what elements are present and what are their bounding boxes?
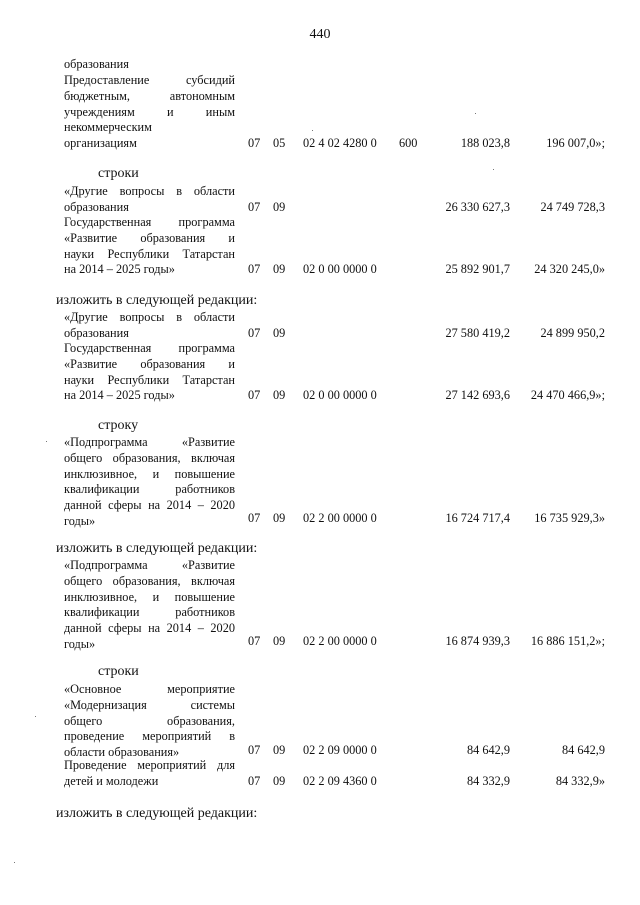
row-name-line: некоммерческим xyxy=(64,120,152,135)
row-name-line: учреждениям и иным xyxy=(64,104,235,119)
scan-speck xyxy=(46,441,47,442)
section-lead: строки xyxy=(98,664,139,679)
section-lead: строку xyxy=(98,418,139,433)
section-lead: изложить в следующей редакции: xyxy=(56,806,258,821)
csr-cell: 02 0 00 0000 0 xyxy=(303,262,377,276)
row-name-line: «Развитие образования и xyxy=(64,230,235,245)
pr-cell: 09 xyxy=(273,743,286,757)
sum-2025-cell: 84 332,9» xyxy=(555,774,605,788)
scan-speck xyxy=(312,130,313,131)
row-name-line: детей и молодежи xyxy=(64,773,159,788)
rz-cell: 07 xyxy=(248,262,261,276)
row-name xyxy=(64,758,235,790)
rz-cell: 07 xyxy=(248,326,261,340)
vr-cell: 600 xyxy=(399,136,418,150)
pr-cell: 09 xyxy=(273,326,286,340)
csr-cell: 02 2 00 0000 0 xyxy=(303,511,377,525)
row-name-line: квалификации работников xyxy=(64,605,235,620)
row-name-line: образования xyxy=(64,325,129,340)
sum-2025-cell: 196 007,0»; xyxy=(546,136,605,150)
row-name-line: годы» xyxy=(64,636,96,651)
row-name-line: образования xyxy=(64,57,129,71)
row-name-line: «Подпрограмма «Развитие xyxy=(64,558,235,572)
csr-cell: 02 2 00 0000 0 xyxy=(303,634,377,648)
row-name xyxy=(64,435,235,530)
row-name-line: квалификации работников xyxy=(64,482,235,497)
sum-2024-cell: 26 330 627,3 xyxy=(445,200,510,214)
section-lead: изложить в следующей редакции: xyxy=(56,293,258,308)
sum-2025-cell: 16 735 929,3» xyxy=(534,511,605,525)
rz-cell: 07 xyxy=(248,774,261,788)
csr-cell: 02 0 00 0000 0 xyxy=(303,388,377,402)
row-name-line: науки Республики Татарстан xyxy=(64,372,235,387)
row-name-line: Предоставление субсидий xyxy=(64,73,235,87)
csr-cell: 02 4 02 4280 0 xyxy=(303,136,377,150)
row-name xyxy=(64,215,235,278)
row-name-line: «Другие вопросы в области xyxy=(64,184,235,198)
row-name-line: общего образования, включая xyxy=(64,573,235,588)
row-name xyxy=(64,73,235,152)
sum-2024-cell: 16 724 717,4 xyxy=(445,511,510,525)
sum-2025-cell: 24 899 950,2 xyxy=(540,326,605,340)
sum-2024-cell: 84 642,9 xyxy=(466,743,510,757)
row-name xyxy=(64,341,235,404)
row-name-line: организациям xyxy=(64,136,137,151)
row-name xyxy=(64,184,235,216)
rz-cell: 07 xyxy=(248,634,261,648)
row-name-line: «Другие вопросы в области xyxy=(64,310,235,324)
row-name-line: общего образования, включая xyxy=(64,450,235,465)
sum-2025-cell: 16 886 151,2»; xyxy=(530,634,605,648)
sum-2024-cell: 27 142 693,6 xyxy=(445,388,510,402)
scan-speck xyxy=(14,862,15,863)
pr-cell: 09 xyxy=(273,262,286,276)
row-name-line: бюджетным, автономным xyxy=(64,88,235,103)
sum-2025-cell: 24 320 245,0» xyxy=(534,262,605,276)
row-name-line: «Развитие образования и xyxy=(64,356,235,371)
section-lead: изложить в следующей редакции: xyxy=(56,541,258,556)
csr-cell: 02 2 09 4360 0 xyxy=(303,774,377,788)
pr-cell: 05 xyxy=(273,136,286,150)
sum-2024-cell: 84 332,9 xyxy=(466,774,510,788)
sum-2025-cell: 24 749 728,3 xyxy=(540,200,605,214)
row-name-line: проведение мероприятий в xyxy=(64,729,235,744)
rz-cell: 07 xyxy=(248,136,261,150)
sum-2025-cell: 24 470 466,9»; xyxy=(530,388,605,402)
row-name xyxy=(64,57,235,73)
pr-cell: 09 xyxy=(273,634,286,648)
row-name-line: «Модернизация системы xyxy=(64,697,235,712)
row-name xyxy=(64,682,235,761)
row-name-line: данной сферы на 2014 – 2020 xyxy=(64,498,235,513)
row-name-line: «Подпрограмма «Развитие xyxy=(64,435,235,449)
row-name-line: на 2014 – 2025 годы» xyxy=(64,388,175,403)
pr-cell: 09 xyxy=(273,774,286,788)
row-name-line: образования xyxy=(64,199,129,214)
row-name-line: инклюзивное, и повышение xyxy=(64,466,235,481)
row-name xyxy=(64,310,235,342)
sum-2024-cell: 27 580 419,2 xyxy=(445,326,510,340)
sum-2024-cell: 16 874 939,3 xyxy=(445,634,510,648)
rz-cell: 07 xyxy=(248,511,261,525)
page-number: 440 xyxy=(309,27,331,42)
scan-speck xyxy=(475,113,476,114)
row-name-line: Государственная программа xyxy=(64,215,235,229)
row-name-line: инклюзивное, и повышение xyxy=(64,589,235,604)
row-name-line: области образования» xyxy=(64,745,180,760)
pr-cell: 09 xyxy=(273,511,286,525)
rz-cell: 07 xyxy=(248,743,261,757)
scan-speck xyxy=(493,169,494,170)
row-name-line: Государственная программа xyxy=(64,341,235,355)
row-name-line: на 2014 – 2025 годы» xyxy=(64,262,175,277)
row-name-line: годы» xyxy=(64,513,96,528)
csr-cell: 02 2 09 0000 0 xyxy=(303,743,377,757)
row-name-line: общего образования, xyxy=(64,713,235,728)
pr-cell: 09 xyxy=(273,388,286,402)
section-lead: строки xyxy=(98,166,139,181)
rz-cell: 07 xyxy=(248,388,261,402)
sum-2024-cell: 188 023,8 xyxy=(460,136,510,150)
row-name-line: Проведение мероприятий для xyxy=(64,758,235,772)
pr-cell: 09 xyxy=(273,200,286,214)
row-name-line: данной сферы на 2014 – 2020 xyxy=(64,621,235,636)
scan-speck xyxy=(35,716,36,717)
row-name xyxy=(64,558,235,653)
rz-cell: 07 xyxy=(248,200,261,214)
sum-2024-cell: 25 892 901,7 xyxy=(445,262,510,276)
row-name-line: науки Республики Татарстан xyxy=(64,246,235,261)
row-name-line: «Основное мероприятие xyxy=(64,682,235,696)
sum-2025-cell: 84 642,9 xyxy=(561,743,605,757)
